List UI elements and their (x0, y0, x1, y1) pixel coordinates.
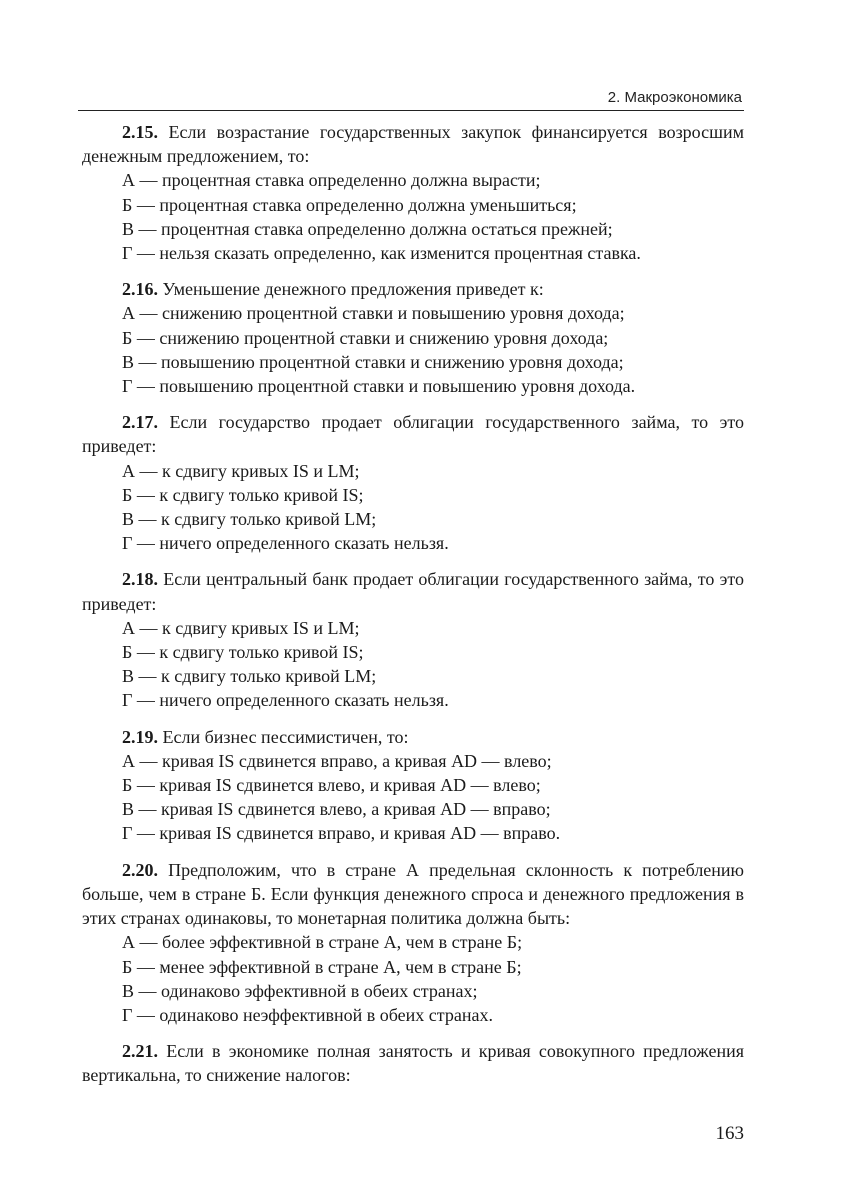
answer-option: Б — процентная ставка определенно должна уменьшиться; (122, 194, 577, 215)
answer-option: Б — менее эффективной в стране А, чем в стране Б; (122, 956, 522, 977)
answer-option: А — кривая IS сдвинется вправо, а кривая AD — влево; (122, 750, 552, 771)
question-number: 2.20. (122, 859, 158, 880)
answer-option: Г — нельзя сказать определенно, как изменится процентная ставка. (122, 243, 641, 264)
question-number: 2.19. (122, 726, 158, 747)
question-number: 2.16. (122, 279, 158, 300)
answer-option: Г — кривая IS сдвинется вправо, и кривая AD — вправо. (122, 823, 561, 844)
answer-option: В — повышению процентной ставки и снижению уровня дохода; (122, 351, 624, 372)
answer-option: А — процентная ставка определенно должна вырасти; (122, 170, 541, 191)
answer-option: В — к сдвигу только кривой LM; (122, 509, 377, 530)
running-header (78, 88, 744, 111)
answer-option: Г — ничего определенного сказать нельзя. (122, 690, 449, 711)
answer-option: А — снижению процентной ставки и повышению уровня дохода; (122, 303, 625, 324)
question-2-19 (82, 725, 744, 846)
question-2-20 (82, 858, 744, 1027)
page-content (82, 120, 744, 1100)
answer-option: А — к сдвигу кривых IS и LM; (122, 460, 360, 481)
question-body: Если возрастание государственных закупок финансируется возросшим денежным предложением, то: (82, 122, 744, 167)
page-number: 163 (715, 1123, 744, 1144)
question-number: 2.21. (122, 1041, 158, 1062)
question-body: Если бизнес пессимистичен, то: (162, 726, 409, 747)
question-body: Если центральный банк продает облигации государственного займа, то это приведет: (82, 569, 745, 614)
answer-option: Г — одинаково неэффективной в обеих странах. (122, 1004, 493, 1025)
question-2-17 (82, 410, 744, 555)
question-text (82, 567, 744, 615)
question-body: Если в экономике полная занятость и кривая совокупного предложения вертикальна, то снижение налогов: (82, 1041, 744, 1086)
answer-option: В — процентная ставка определенно должна остаться прежней; (122, 218, 613, 239)
question-text (82, 120, 744, 168)
answer-option: В — к сдвигу только кривой LM; (122, 666, 377, 687)
question-body: Уменьшение денежного предложения приведет к: (162, 279, 544, 300)
question-body: Если государство продает облигации государственного займа, то это приведет: (82, 412, 744, 457)
question-2-16 (82, 277, 744, 398)
answer-option: Б — к сдвигу только кривой IS; (122, 484, 364, 505)
question-number: 2.17. (122, 412, 158, 433)
answer-option: Б — к сдвигу только кривой IS; (122, 642, 364, 663)
answer-option: В — кривая IS сдвинется влево, а кривая AD — вправо; (122, 799, 551, 820)
question-2-18 (82, 567, 744, 712)
answer-option: А — к сдвигу кривых IS и LM; (122, 617, 360, 638)
section-title: 2. Макроэкономика (607, 89, 742, 106)
answer-option: Г — ничего определенного сказать нельзя. (122, 533, 449, 554)
answer-option: В — одинаково эффективной в обеих странах; (122, 980, 478, 1001)
question-text (82, 410, 744, 458)
question-number: 2.15. (122, 122, 158, 142)
question-text (82, 1039, 744, 1087)
question-number: 2.18. (122, 569, 158, 590)
question-text (82, 277, 744, 301)
question-2-15 (82, 120, 744, 265)
answer-option: Б — снижению процентной ставки и снижению уровня дохода; (122, 327, 609, 348)
question-body: Предположим, что в стране А предельная склонность к потреблению больше, чем в стране Б. Если функция денежного спроса и денежного предложения в этих странах одинаковы, то монетарная политика должна быть: (82, 859, 745, 929)
question-text (82, 858, 744, 931)
answer-option: Г — повышению процентной ставки и повышению уровня дохода. (122, 376, 636, 397)
question-text (82, 725, 744, 749)
answer-option: Б — кривая IS сдвинется влево, и кривая AD — влево; (122, 775, 541, 796)
answer-option: А — более эффективной в стране А, чем в стране Б; (122, 932, 523, 953)
question-2-21 (82, 1039, 744, 1087)
